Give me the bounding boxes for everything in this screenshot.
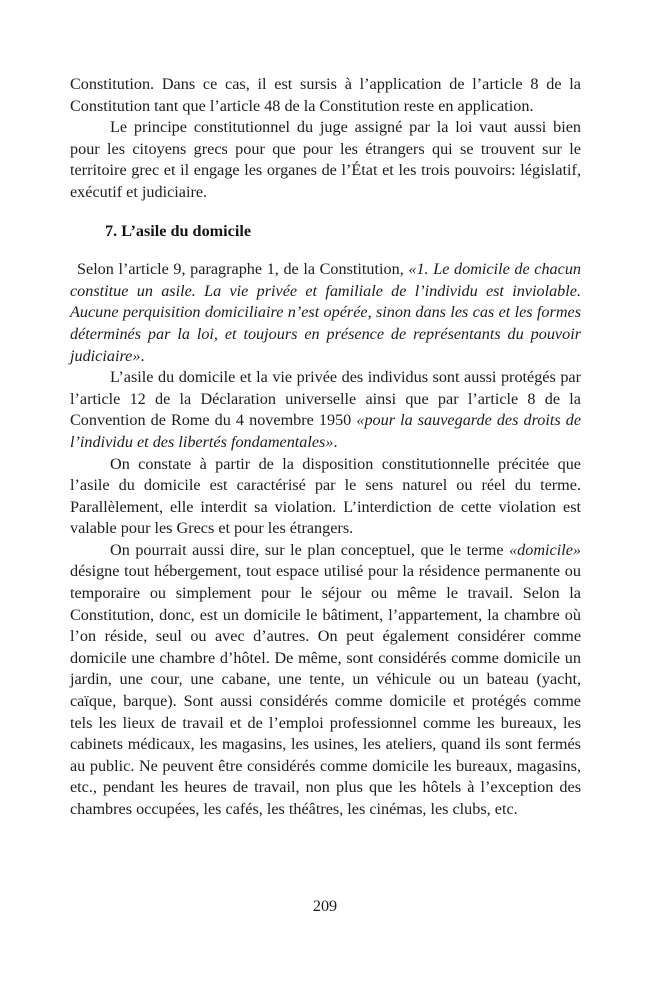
paragraph-declaration-tail: . bbox=[333, 432, 338, 451]
paragraph-article-9-lead: Selon l’article 9, paragraphe 1, de la Constitution, bbox=[77, 260, 409, 279]
paragraph-article-9-tail: . bbox=[140, 346, 145, 365]
paragraph-on-constate: On constate à partir de la disposition constitutionnelle précitée que l’asile du domicile est caractérisé par le sens naturel ou réel du terme. Parallèlement, elle interdit sa violation. L’interdiction de cette violation est valable pour les Grecs et pour les étrangers. bbox=[70, 454, 581, 538]
paragraph-declaration-lead: L’asile du domicile et la vie privée des individus sont aussi protégés par l’article 12 de la Déclaration universelle ainsi que par l’article 8 de la Convention de Rome du 4 novembre 1950 bbox=[70, 368, 581, 430]
spacer-after-heading bbox=[70, 242, 581, 259]
page-number: 209 bbox=[312, 897, 338, 915]
paragraph-on-pourrait-tail: désigne tout hébergement, tout espace utilisé pour la résidence permanente ou temporaire ou simplement pour le séjour ou même le travail. Selon la Constitution, donc, est un domicile le bâtiment, l’appartement, la chambre où l’on réside, seul ou avec d’autres. On peut également considérer comme domicile une chambre d’hôtel. De même, sont considérés comme domicile un jardin, une cour, une cabane, une tente, un véhicule ou un bateau (yacht, caïque, barque). Sont aussi considérés comme domicile et protégés comme tels les lieux de travail et de l’emploi professionnel comme les bureaux, les cabinets médicaux, les magasins, les usines, les ateliers, quand ils sont fermés au public. Ne peuvent être considérés comme domicile les bureaux, magasins, etc., pendant les heures de travail, non plus que les hôtels à l’exception des chambres occupées, les cafés, les théâtres, les cinémas, les clubs, etc. bbox=[70, 562, 581, 818]
paragraph-article-9-quote bbox=[70, 259, 581, 367]
paragraph-on-pourrait bbox=[70, 540, 581, 821]
quote-terme-domicile: «domicile» bbox=[509, 540, 581, 559]
paragraph-on-pourrait-lead: On pourrait aussi dire, sur le plan conceptuel, que le terme bbox=[110, 540, 510, 559]
paragraph-constitution-continuation: Constitution. Dans ce cas, il est sursis à l’application de l’article 8 de la Constitution tant que l’article 48 de la Constitution reste en application. bbox=[70, 75, 581, 115]
spacer-before-heading bbox=[70, 204, 581, 221]
paragraph-declaration-universelle bbox=[70, 367, 581, 453]
quote-constitution-article-9: «1. Le domicile de chacun constitue un asile. La vie privée et familiale de l’individu est inviolable. Aucune perquisition domiciliaire n’est opérée, sinon dans les cas et les formes déterminés par la loi, et toujours en présence de représentants du pouvoir judiciaire» bbox=[70, 260, 582, 365]
quote-convention-de-rome: «pour la sauvegarde des droits de l’individu et des libertés fondamentales» bbox=[70, 411, 581, 451]
text-column bbox=[70, 74, 581, 821]
paragraph-principe-constitutionnel: Le principe constitutionnel du juge assigné par la loi vaut aussi bien pour les citoyens grecs pour que pour les étrangers qui se trouvent sur le territoire grec et il engage les organes de l’État et les trois pouvoirs: législatif, exécutif et judiciaire. bbox=[70, 118, 581, 201]
section-heading-7: 7. L’asile du domicile bbox=[105, 221, 252, 240]
